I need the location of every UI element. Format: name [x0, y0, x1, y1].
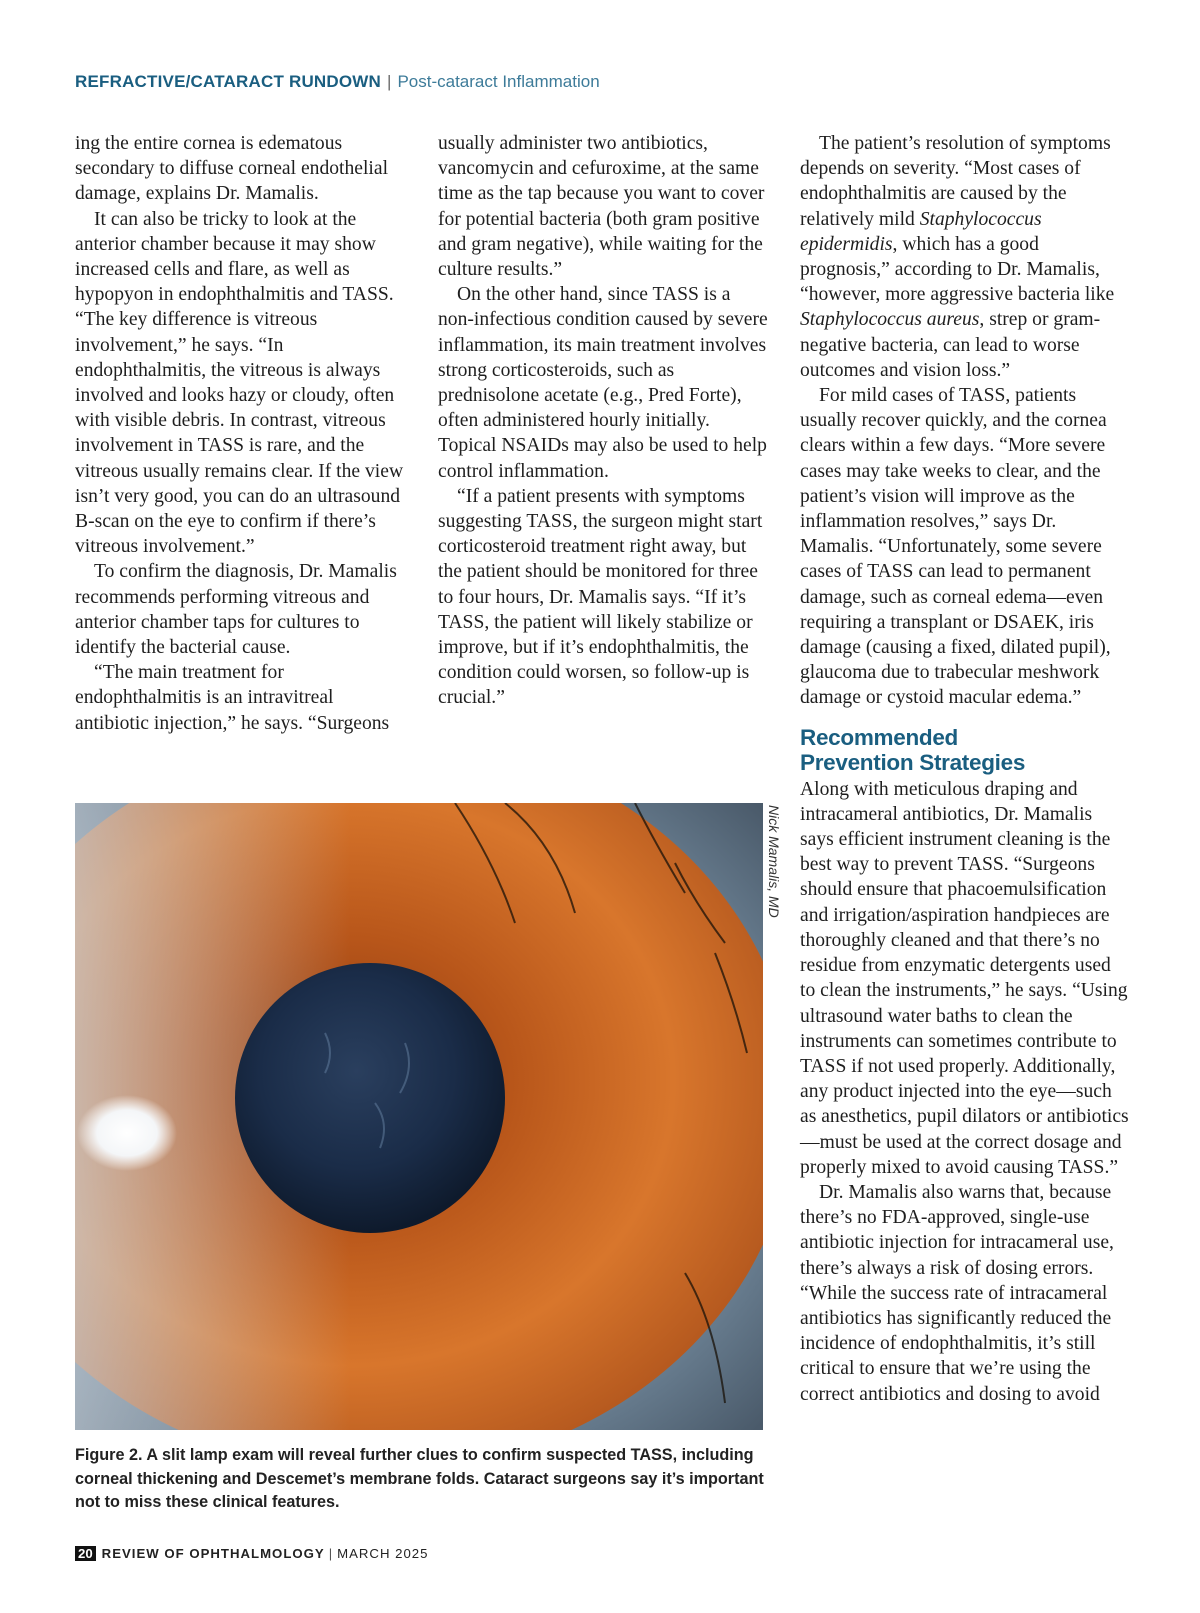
- paragraph: “If a patient presents with symptoms suggesting TASS, the surgeon might start corticosteroid treatment right away, but the patient should be monitored for three to four hours, Dr. Mamalis says. “If it’s TASS, the patient will likely stabilize or improve, but if it’s endophthalmitis, the condition could worsen, so follow-up is crucial.”: [438, 485, 763, 709]
- photo-credit: Nick Mamalis, MD: [766, 805, 782, 918]
- paragraph: To confirm the diagnosis, Dr. Mamalis recommends performing vitreous and anterior chamber taps for cultures to identify the bacterial cause.: [75, 561, 397, 659]
- article-column-1: [75, 131, 405, 736]
- section-name: REFRACTIVE/CATARACT RUNDOWN: [75, 72, 382, 91]
- section-subheading: Recommended Prevention Strategies: [800, 724, 1026, 775]
- journal-name: REVIEW OF OPHTHALMOLOGY: [101, 1546, 325, 1561]
- section-topic: Post-cataract Inflammation: [397, 72, 600, 91]
- issue-date: MARCH 2025: [337, 1546, 429, 1561]
- page-number: 20: [75, 1546, 96, 1561]
- paragraph: Dr. Mamalis also warns that, because there’s no FDA-approved, single-use antibiotic injection for intracameral use, there’s always a risk of dosing errors. “While the success rate of intracameral antibiotics has significantly reduced the incidence of endophthalmitis, it’s still critical to ensure that we’re using the correct antibiotics and dosing to avoid: [800, 1181, 1114, 1405]
- article-column-3: [800, 131, 1130, 1407]
- eye-image: [75, 803, 763, 1430]
- figure-caption: Figure 2. A slit lamp exam will reveal further clues to confirm suspected TASS, including corneal thickening and Descemet’s membrane folds. Cataract surgeons say it’s important not to miss these clinical features.: [75, 1446, 764, 1511]
- page-footer: [75, 1546, 428, 1561]
- slit-lamp-photo: [75, 803, 763, 1430]
- species-name: Staphylococcus aureus: [800, 309, 980, 331]
- article-column-2: [438, 131, 768, 711]
- paragraph: On the other hand, since TASS is a non-infectious condition caused by severe inflammation, its main treatment involves strong corticosteroids, such as prednisolone acetate (e.g., Pred Forte), often administered hourly initially. Topical NSAIDs may also be used to help control inflammation.: [438, 284, 768, 482]
- running-header: [75, 72, 600, 92]
- paragraph: Along with meticulous draping and intracameral antibiotics, Dr. Mamalis says efficient instrument cleaning is the best way to prevent TASS. “Surgeons should ensure that phacoemulsification and irrigation/aspiration handpieces are thoroughly cleaned and that there’s no residue from enzymatic detergents used to clean the instruments,” he says. “Using ultrasound water baths to clean the instruments can sometimes contribute to TASS if not used properly. Additionally, any product injected into the eye—such as anesthetics, pupil dilators or antibiotics—must be used at the correct dosage and properly mixed to avoid causing TASS.”: [800, 778, 1129, 1178]
- paragraph: The patient’s resolution of symptoms depends on severity. “Most cases of endophthalmitis are caused by the relatively mild Staphylococcus epidermidis, which has a good prognosis,” according to Dr. Mamalis, “however, more aggressive bacteria like Staphylococcus aureus, strep or gram-negative bacteria, can lead to worse outcomes and vision loss.”: [800, 133, 1115, 381]
- species-name: Staphylococcus epidermidis: [800, 208, 1042, 255]
- paragraph: It can also be tricky to look at the anterior chamber because it may show increased cells and flare, as well as hypopyon in endophthalmitis and TASS. “The key difference is vitreous involvement,” he says. “In endophthalmitis, the vitreous is always involved and looks hazy or cloudy, often with visible debris. In contrast, vitreous involvement in TASS is rare, and the vitreous usually remains clear. If the view isn’t very good, you can do an ultrasound B-scan on the eye to confirm if there’s vitreous involvement.”: [75, 208, 404, 558]
- footer-separator: |: [328, 1546, 334, 1561]
- paragraph: ing the entire cornea is edematous secondary to diffuse corneal endothelial damage, explains Dr. Mamalis.: [75, 133, 389, 205]
- header-separator: |: [387, 72, 392, 91]
- paragraph: For mild cases of TASS, patients usually recover quickly, and the cornea clears within a few days. “More severe cases may take weeks to clear, and the patient’s vision will improve as the inflammation resolves,” says Dr. Mamalis. “Unfortunately, some severe cases of TASS can lead to permanent damage, such as corneal edema—even requiring a transplant or DSAEK, iris damage (causing a fixed, dilated pupil), glaucoma due to trabecular meshwork damage or cystoid macular edema.”: [800, 385, 1111, 709]
- paragraph: “The main treatment for endophthalmitis is an intravitreal antibiotic injection,” he says. “Surgeons: [75, 662, 390, 734]
- paragraph: usually administer two antibiotics, vancomycin and cefuroxime, at the same time as the tap because you want to cover for potential bacteria (both gram positive and gram negative), while waiting for the culture results.”: [438, 133, 765, 281]
